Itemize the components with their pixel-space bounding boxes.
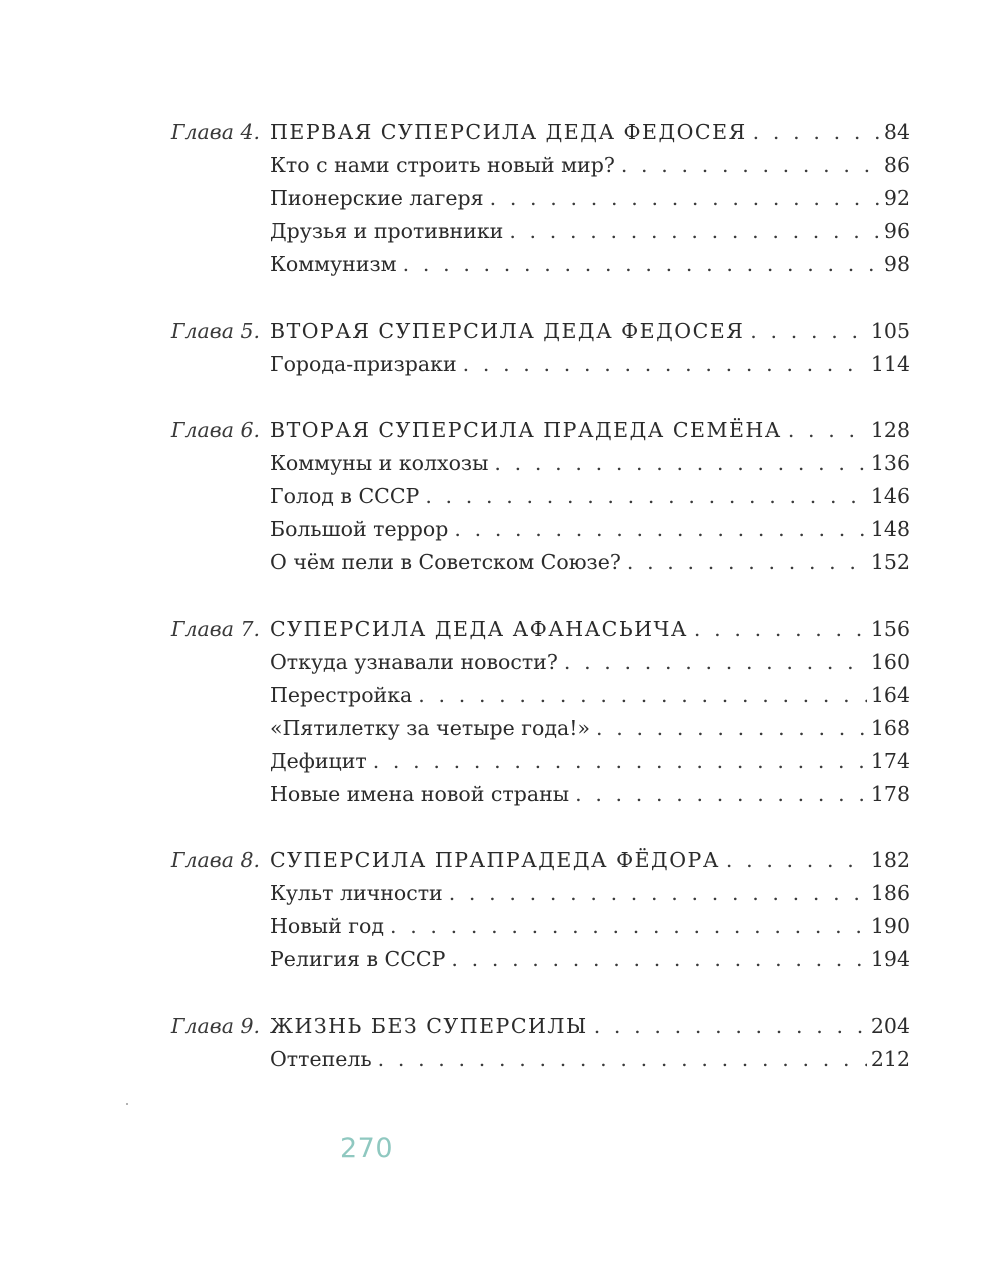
dot-leader — [463, 348, 867, 381]
toc-entry — [270, 613, 910, 646]
page-ref: 190 — [870, 914, 910, 938]
section-title: Новые имена новой страны — [270, 781, 570, 806]
page-ref: 128 — [870, 418, 910, 442]
toc-entry — [270, 248, 910, 281]
section-title: Пионерские лагеря — [270, 186, 484, 210]
dot-leader — [425, 480, 867, 513]
dot-leader — [627, 546, 867, 579]
toc-chapter — [0, 1010, 1000, 1076]
toc-chapter — [0, 116, 1000, 281]
page-ref: 204 — [870, 1013, 910, 1038]
dot-leader — [753, 116, 880, 149]
dot-leader — [750, 315, 867, 348]
section-title: Религия в СССР — [270, 947, 446, 971]
toc-section-row[interactable] — [0, 943, 1000, 976]
toc-section-row[interactable] — [0, 712, 1000, 745]
toc-entry — [270, 1043, 910, 1076]
chapter-label: Глава 6. — [170, 418, 260, 442]
toc-section-row[interactable] — [0, 480, 1000, 513]
dot-leader — [451, 943, 866, 976]
section-title: Друзья и противники — [270, 219, 504, 243]
dot-leader — [726, 844, 867, 877]
toc-entry — [270, 480, 910, 513]
page-ref: 105 — [870, 318, 910, 343]
toc-section-row[interactable] — [0, 778, 1000, 811]
chapter-label: Глава 9. — [170, 1013, 260, 1038]
toc-entry — [270, 778, 910, 811]
toc-chapter — [0, 613, 1000, 811]
page-ref: 212 — [870, 1046, 910, 1071]
dot-leader — [373, 745, 867, 778]
toc-section-row[interactable] — [0, 1043, 1000, 1076]
page-ref: 86 — [883, 153, 910, 177]
page-ref: 152 — [870, 550, 910, 574]
toc-entry — [270, 1010, 910, 1043]
toc-section-row[interactable] — [0, 182, 1000, 215]
toc-entry — [270, 149, 910, 182]
dot-leader — [490, 182, 880, 215]
toc-section-row[interactable] — [0, 910, 1000, 943]
page-ref: 174 — [870, 748, 910, 773]
toc-entry — [270, 943, 910, 976]
chapter-title: ВТОРАЯ СУПЕРСИЛА ДЕДА ФЕДОСЕЯ — [270, 318, 745, 343]
toc-chapter — [0, 414, 1000, 579]
section-title: Откуда узнавали новости? — [270, 649, 558, 674]
toc-section-row[interactable] — [0, 646, 1000, 679]
toc-chapter-row[interactable] — [0, 116, 1000, 149]
dot-leader — [378, 1043, 867, 1076]
section-title: Оттепель — [270, 1046, 372, 1071]
section-title: Дефицит — [270, 748, 367, 773]
toc-chapter-row[interactable] — [0, 613, 1000, 646]
toc-section-row[interactable] — [0, 546, 1000, 579]
page-ref: 156 — [870, 616, 910, 641]
table-of-contents — [0, 116, 1000, 1109]
page-ref: 182 — [870, 848, 910, 872]
chapter-label: Глава 4. — [170, 120, 260, 144]
toc-section-row[interactable] — [0, 513, 1000, 546]
section-title: Культ личности — [270, 881, 443, 905]
toc-section-row[interactable] — [0, 447, 1000, 480]
page-ref: 84 — [883, 120, 910, 144]
toc-chapter-row[interactable] — [0, 315, 1000, 348]
chapter-label: Глава 7. — [170, 616, 260, 641]
dot-leader — [575, 778, 867, 811]
dot-leader — [694, 613, 867, 646]
dot-leader — [418, 679, 867, 712]
chapter-title: ВТОРАЯ СУПЕРСИЛА ПРАДЕДА СЕМЁНА — [270, 418, 782, 442]
toc-chapter-row[interactable] — [0, 1010, 1000, 1043]
dot-leader — [788, 414, 867, 447]
toc-entry — [270, 910, 910, 943]
section-title: Коммунизм — [270, 252, 397, 276]
chapter-title: ПЕРВАЯ СУПЕРСИЛА ДЕДА ФЕДОСЕЯ — [270, 120, 747, 144]
toc-entry — [270, 679, 910, 712]
section-title: Голод в СССР — [270, 484, 420, 508]
chapter-title: СУПЕРСИЛА ДЕДА АФАНАСЬИЧА — [270, 616, 688, 641]
scan-speck — [126, 1103, 128, 1105]
chapter-label: Глава 5. — [170, 318, 260, 343]
dot-leader — [564, 646, 867, 679]
page-ref: 178 — [870, 781, 910, 806]
toc-entry — [270, 877, 910, 910]
dot-leader — [494, 447, 866, 480]
page-ref: 168 — [870, 715, 910, 740]
dot-leader — [390, 910, 867, 943]
page-ref: 136 — [870, 451, 910, 475]
page-ref: 92 — [883, 186, 910, 210]
toc-section-row[interactable] — [0, 215, 1000, 248]
dot-leader — [596, 712, 867, 745]
page-ref: 114 — [870, 351, 910, 376]
toc-entry — [270, 513, 910, 546]
toc-entry — [270, 182, 910, 215]
toc-chapter — [0, 844, 1000, 976]
page-ref: 160 — [870, 649, 910, 674]
page-ref: 194 — [870, 947, 910, 971]
page-ref: 96 — [883, 219, 910, 243]
section-title: Новый год — [270, 914, 384, 938]
page-ref: 146 — [870, 484, 910, 508]
page-ref: 186 — [870, 881, 910, 905]
toc-entry — [270, 712, 910, 745]
dot-leader — [403, 248, 880, 281]
toc-section-row[interactable] — [0, 877, 1000, 910]
toc-entry — [270, 844, 910, 877]
section-title: Города-призраки — [270, 351, 457, 376]
dot-leader — [509, 215, 880, 248]
toc-chapter-row[interactable] — [0, 844, 1000, 877]
section-title: Коммуны и колхозы — [270, 451, 489, 475]
dot-leader — [454, 513, 867, 546]
toc-entry — [270, 348, 910, 381]
section-title: Большой террор — [270, 517, 449, 541]
section-title: «Пятилетку за четыре года!» — [270, 715, 590, 740]
page-ref: 148 — [870, 517, 910, 541]
toc-entry — [270, 116, 910, 149]
section-title: Кто с нами строить новый мир? — [270, 153, 615, 177]
toc-section-row[interactable] — [0, 348, 1000, 381]
toc-entry — [270, 215, 910, 248]
chapter-title: ЖИЗНЬ БЕЗ СУПЕРСИЛЫ — [270, 1013, 588, 1038]
section-title: Перестройка — [270, 682, 413, 707]
dot-leader — [594, 1010, 867, 1043]
page-number: 270 — [340, 1133, 394, 1164]
section-title: О чём пели в Советском Союзе? — [270, 550, 621, 574]
toc-entry — [270, 315, 910, 348]
toc-entry — [270, 414, 910, 447]
toc-entry — [270, 447, 910, 480]
toc-section-row[interactable] — [0, 679, 1000, 712]
toc-entry — [270, 646, 910, 679]
toc-section-row[interactable] — [0, 149, 1000, 182]
toc-entry — [270, 745, 910, 778]
dot-leader — [621, 149, 880, 182]
toc-section-row[interactable] — [0, 745, 1000, 778]
chapter-title: СУПЕРСИЛА ПРАПРАДЕДА ФЁДОРА — [270, 848, 720, 872]
page-ref: 164 — [870, 682, 910, 707]
dot-leader — [449, 877, 867, 910]
page-ref: 98 — [883, 252, 910, 276]
toc-entry — [270, 546, 910, 579]
chapter-label: Глава 8. — [170, 848, 260, 872]
toc-chapter — [0, 315, 1000, 381]
toc-section-row[interactable] — [0, 248, 1000, 281]
toc-chapter-row[interactable] — [0, 414, 1000, 447]
